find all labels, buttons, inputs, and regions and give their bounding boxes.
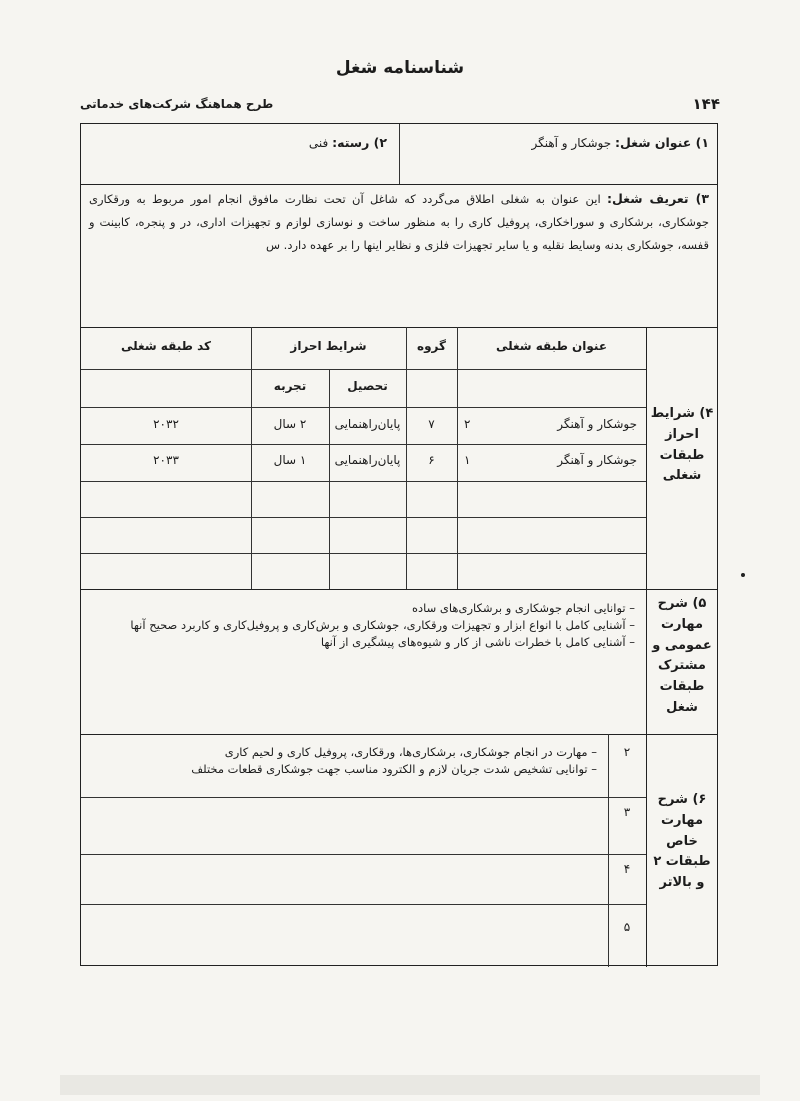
row-1-code: ۲۰۳۲ [153, 417, 179, 431]
divider [81, 184, 717, 185]
row-2-education: پایان‌راهنمایی [334, 453, 401, 467]
divider [81, 553, 646, 554]
divider [646, 327, 647, 589]
level-5-number: ۵ [623, 920, 631, 934]
list-item: – آشنایی کامل با انواع ابزار و تجهیزات ورقکاری، جوشکاری و برش‌کاری و پروفیل‌کاری و کاربرد صحیح آنها [90, 617, 635, 634]
document-subtitle: طرح هماهنگ شرکت‌های خدماتی [80, 97, 274, 111]
divider [457, 327, 458, 589]
divider [81, 734, 717, 735]
divider [81, 797, 646, 798]
row-1-experience: ۲ سال [273, 417, 307, 431]
row-2-group: ۶ [428, 453, 435, 467]
level-3-number: ۳ [623, 805, 631, 819]
category-field [309, 134, 387, 152]
job-definition [89, 187, 709, 257]
divider [81, 407, 646, 408]
divider [81, 589, 717, 590]
divider [646, 589, 647, 734]
list-item: – توانایی انجام جوشکاری و برشکاری‌های ساده [90, 600, 635, 617]
divider [81, 854, 646, 855]
header-experience: تجربه [273, 379, 307, 393]
header-requirements: شرایط احراز [290, 339, 367, 353]
row-1-title: جوشکار و آهنگر [557, 417, 637, 431]
job-title-field [531, 134, 709, 152]
divider [81, 904, 646, 905]
category-label: ۲) رسته: [332, 135, 387, 150]
section-4-title: ۴) شرایط احراز طبقات شغلی [650, 406, 714, 484]
page-title: شناسنامه شغل [335, 58, 465, 78]
section-6-title: ۶) شرح مهارت خاص طبقات ۲ و بالاتر [653, 792, 711, 891]
divider [399, 124, 400, 184]
job-title-label: ۱) عنوان شغل: [615, 135, 709, 150]
category-value: فنی [308, 136, 329, 150]
level-4-number: ۴ [623, 862, 631, 876]
level-2-skills [97, 744, 597, 778]
row-2-level: ۱ [464, 453, 471, 467]
header-class-title: عنوان طبقه شغلی [495, 339, 608, 353]
divider [646, 734, 647, 967]
header-group: گروه [417, 339, 446, 353]
row-1-group: ۷ [428, 417, 435, 431]
section-5-list [90, 600, 635, 651]
list-item: – آشنایی کامل با خطرات ناشی از کار و شیوه‌های پیشگیری از آنها [90, 634, 635, 651]
divider [329, 369, 330, 589]
job-definition-text: این عنوان به شغلی اطلاق می‌گردد که شاغل آن تحت نظارت مافوق انجام امور مربوط به ورقکاری جوشکاری، برشکاری و سوراخکاری، پروفیل کاری را به منظور ساخت و نوسازی لوازم و تجهیزات اداری، در و پنجره، کابینت و قفسه، جوشکاری بدنه وسایط نقلیه و یا سایر تجهیزات فلزی و نظایر اینها را بر عهده دارد. س [89, 192, 709, 252]
scan-shadow [60, 1075, 760, 1095]
header-row [80, 95, 720, 119]
scan-dot [741, 573, 745, 577]
page-number: ۱۴۴ [692, 95, 720, 113]
row-1-education: پایان‌راهنمایی [334, 417, 401, 431]
list-item: – توانایی تشخیص شدت جریان لازم و الکترود مناسب جهت جوشکاری قطعات مختلف [97, 761, 597, 778]
header-education: تحصیل [347, 379, 388, 393]
row-1-level: ۲ [464, 417, 471, 431]
divider [81, 327, 717, 328]
job-definition-label: ۳) تعریف شغل: [607, 191, 710, 206]
row-2-experience: ۱ سال [273, 453, 307, 467]
header-class-code: کد طبقه شغلی [121, 339, 211, 353]
divider [81, 369, 646, 370]
divider [81, 444, 646, 445]
level-2-number: ۲ [623, 745, 631, 759]
job-profile-form [80, 123, 718, 966]
row-2-code: ۲۰۳۳ [153, 453, 179, 467]
divider [81, 517, 646, 518]
list-item: – مهارت در انجام جوشکاری، برشکاری‌ها، ورقکاری، پروفیل کاری و لحیم کاری [97, 744, 597, 761]
job-title-value: جوشکار و آهنگر [531, 136, 612, 150]
section-5-title: ۵) شرح مهارت عمومی و مشترک طبقات شغل [652, 596, 712, 715]
divider [81, 481, 646, 482]
row-2-title: جوشکار و آهنگر [557, 453, 637, 467]
